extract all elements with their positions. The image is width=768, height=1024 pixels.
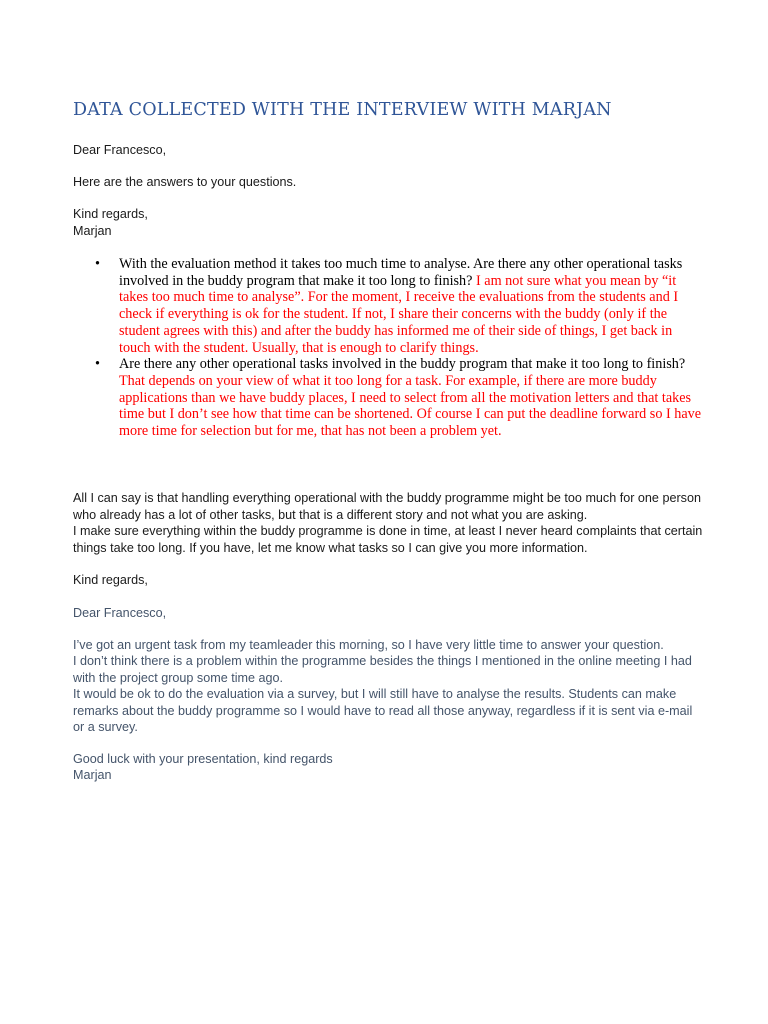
bullet-icon: • [95,356,100,373]
email2-para1: I’ve got an urgent task from my teamleader this morning, so I have very little time to answer your question. [73,638,664,652]
qa-item [73,256,703,356]
email2-para3: It would be ok to do the evaluation via a survey, but I will still have to analyse the results. Students can make remarks about the buddy programme so I would have to read all those anyway, regardless if it is sent via e-mail or a survey. [73,687,693,734]
qa-question: With the evaluation method it takes too much time to analyse. Are there any other operational tasks involved in the buddy program that make it too long to finish? [119,256,683,289]
followup-closing: Kind regards, [73,573,148,587]
email2-closing: Good luck with your presentation, kind regards [73,752,333,766]
qa-question: Are there any other operational tasks involved in the buddy program that make it too long to finish? [119,356,686,373]
email1-intro: Here are the answers to your questions. [73,175,297,189]
email2-signature: Marjan [73,768,112,782]
email2-greeting: Dear Francesco, [73,606,167,620]
document-title: DATA COLLECTED WITH THE INTERVIEW WITH MARJAN [73,100,612,120]
email1-closing: Kind regards, [73,207,148,221]
bullet-icon: • [95,256,100,272]
followup-para1: All I can say is that handling everything operational with the buddy programme might be too much for one person who already has a lot of other tasks, but that is a different story and not what you are asking. [73,491,701,522]
followup-para2: I make sure everything within the buddy programme is done in time, at least I never heard complaints that certain things take too long. If you have, let me know what tasks so I can give you more information. [73,524,703,555]
qa-item [73,356,703,440]
qa-answer: I am not sure what you mean by “it takes too much time to analyse”. For the moment, I receive the evaluations from the students and I check if everything is ok for the student. If not, I share their concerns with the buddy (only if the student agrees with this) and after the buddy has informed me of their side of things, I get back in touch with the student. Usually, that is enough to clarify things. [119,272,679,356]
email1-signature: Marjan [73,224,112,238]
qa-list [73,256,703,440]
qa-answer: That depends on your view of what it too long for a task. For example, if there are more buddy applications than we have buddy places, I need to select from all the motivation letters and that takes time but I don’t see how that time can be shortened. Of course I can put the deadline forward so I have more time for selection but for me, that has not been a problem yet. [119,372,702,440]
email1-greeting: Dear Francesco, [73,143,167,157]
email2-para2: I don’t think there is a problem within the programme besides the things I mentioned in the online meeting I had with the project group some time ago. [73,654,692,685]
